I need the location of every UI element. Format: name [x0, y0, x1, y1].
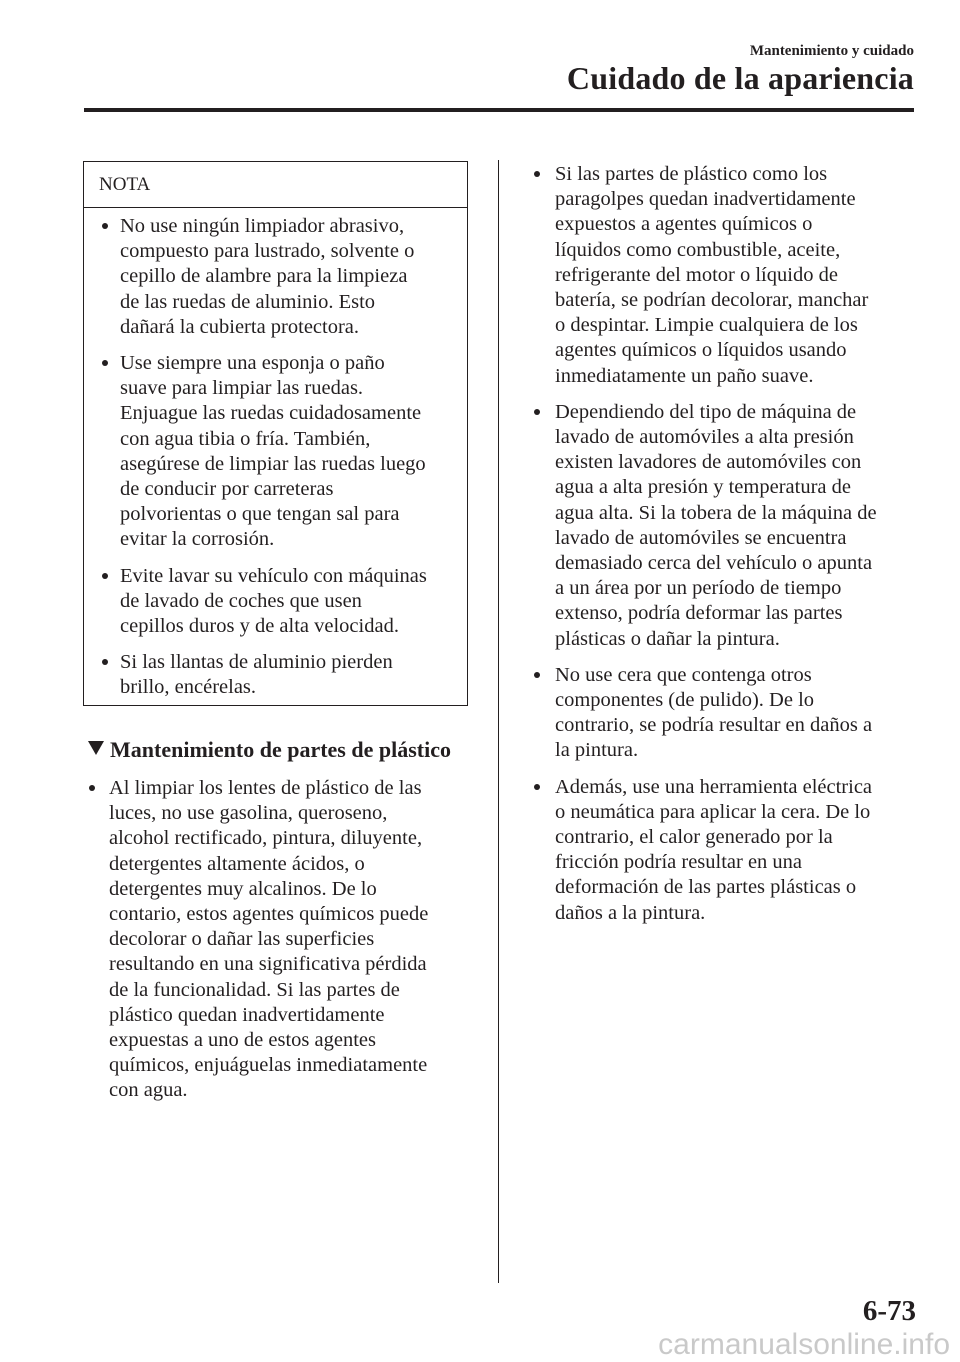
text-line: fricción podría resultar en una: [555, 851, 803, 874]
text-line: lavado de automóviles se encuentra: [555, 526, 847, 549]
bullet-item: [84, 776, 484, 1104]
text-line: de la funcionalidad. Si las partes de: [109, 978, 400, 1001]
text-line: detergentes altamente ácidos, o: [109, 852, 365, 875]
text-line: refrigerante del motor o líquido de: [555, 263, 838, 286]
text-line: con agua.: [109, 1079, 188, 1102]
left-column-list: [84, 776, 484, 1115]
column-divider: [498, 160, 499, 1283]
text-line: agua alta. Si la tobera de la máquina de: [555, 501, 877, 524]
text-line: existen lavadores de automóviles con: [555, 451, 862, 474]
text-line: contario, estos agentes químicos puede: [109, 903, 429, 926]
bullet-item: [84, 650, 467, 700]
text-line: inmediatamente un paño suave.: [555, 364, 814, 387]
text-line: No use cera que contenga otros: [555, 663, 812, 686]
text-line: de lavado de coches que usen: [120, 589, 362, 612]
text-line: Además, use una herramienta eléctrica: [555, 775, 873, 798]
text-line: de conducir por carreteras: [120, 478, 334, 501]
text-line: contrario, el calor generado por la: [555, 826, 833, 849]
note-heading: NOTA: [84, 162, 467, 208]
text-line: líquidos como combustible, aceite,: [555, 238, 841, 261]
bullet-dot-icon: [534, 171, 540, 177]
text-line: evitar la corrosión.: [120, 528, 275, 551]
text-line: resultando en una significativa pérdida: [109, 953, 427, 976]
text-line: Enjuague las ruedas cuidadosamente: [120, 402, 422, 425]
bullet-dot-icon: [534, 409, 540, 415]
bullet-dot-icon: [534, 784, 540, 790]
text-line: Si las llantas de aluminio pierden: [120, 651, 393, 674]
text-line: o despintar. Limpie cualquiera de los: [555, 314, 858, 337]
bullet-dot-icon: [102, 573, 108, 579]
bullet-item: [84, 564, 467, 640]
text-line: a un área por un período de tiempo: [555, 577, 842, 600]
bullet-item: [530, 400, 930, 652]
text-line: detergentes muy alcalinos. De lo: [109, 877, 377, 900]
text-line: polvorientas o que tengan sal para: [120, 503, 400, 526]
bullet-dot-icon: [534, 672, 540, 678]
text-line: plásticas o dañar la pintura.: [555, 627, 780, 650]
text-line: demasiado cerca del vehículo o apunta: [555, 552, 873, 575]
text-line: deformación de las partes plásticas o: [555, 876, 857, 899]
bullet-item: [84, 351, 467, 553]
text-line: brillo, encérelas.: [120, 676, 257, 699]
bullet-dot-icon: [89, 785, 95, 791]
text-line: decolorar o dañar las superficies: [109, 928, 375, 951]
text-line: Dependiendo del tipo de máquina de: [555, 400, 857, 423]
text-line: asegúrese de limpiar las ruedas luego: [120, 452, 426, 475]
right-column-list: [530, 162, 930, 937]
note-list: [84, 214, 467, 712]
bullet-item: [84, 214, 467, 340]
text-line: Evite lavar su vehículo con máquinas: [120, 564, 427, 587]
text-line: expuestos a agentes químicos o: [555, 213, 813, 236]
bullet-item: [530, 663, 930, 764]
text-line: cepillos duros y de alta velocidad.: [120, 615, 399, 638]
text-line: agentes químicos o líquidos usando: [555, 339, 847, 362]
text-line: extenso, podría deformar las partes: [555, 602, 843, 625]
note-box: [83, 161, 468, 706]
bullet-dot-icon: [102, 223, 108, 229]
text-line: batería, se podrían decolorar, manchar: [555, 289, 869, 312]
text-line: No use ningún limpiador abrasivo,: [120, 215, 405, 237]
text-line: con agua tibia o fría. También,: [120, 427, 371, 450]
triangle-marker-icon: [88, 741, 104, 755]
bullet-item: [530, 162, 930, 389]
page-number: 6-73: [862, 1295, 916, 1327]
text-line: alcohol rectificado, pintura, diluyente,: [109, 827, 423, 850]
text-line: o neumática para aplicar la cera. De lo: [555, 800, 871, 823]
header-section-label: Mantenimiento y cuidado: [749, 43, 914, 59]
page-title: Cuidado de la apariencia: [566, 60, 914, 96]
bullet-dot-icon: [102, 360, 108, 366]
text-line: químicos, enjuáguelas inmediatamente: [109, 1054, 428, 1077]
text-line: suave para limpiar las ruedas.: [120, 377, 364, 400]
text-line: expuestas a uno de estos agentes: [109, 1029, 376, 1052]
section-heading-text: Mantenimiento de partes de plástico: [110, 737, 451, 762]
text-line: paragolpes quedan inadvertidamente: [555, 188, 856, 211]
text-line: luces, no use gasolina, queroseno,: [109, 802, 388, 825]
text-line: Si las partes de plástico como los: [555, 163, 828, 185]
text-line: dañará la cubierta protectora.: [120, 315, 360, 338]
text-line: agua a alta presión y temperatura de: [555, 476, 851, 499]
bullet-dot-icon: [102, 659, 108, 665]
text-line: contrario, se podría resultar en daños a: [555, 714, 873, 737]
section-heading: [88, 737, 451, 763]
bullet-item: [530, 775, 930, 926]
text-line: componentes (de pulido). De lo: [555, 689, 815, 712]
text-line: Al limpiar los lentes de plástico de las: [109, 777, 422, 799]
watermark: carmanualsonline.info: [658, 1328, 950, 1361]
text-line: Use siempre una esponja o paño: [120, 352, 385, 375]
text-line: lavado de automóviles a alta presión: [555, 426, 854, 449]
text-line: de las ruedas de aluminio. Esto: [120, 290, 376, 313]
text-line: compuesto para lustrado, solvente o: [120, 240, 415, 263]
header-rule: [84, 108, 914, 112]
text-line: la pintura.: [555, 739, 639, 762]
text-line: cepillo de alambre para la limpieza: [120, 265, 408, 288]
text-line: plástico quedan inadvertidamente: [109, 1003, 385, 1026]
text-line: daños a la pintura.: [555, 901, 706, 924]
